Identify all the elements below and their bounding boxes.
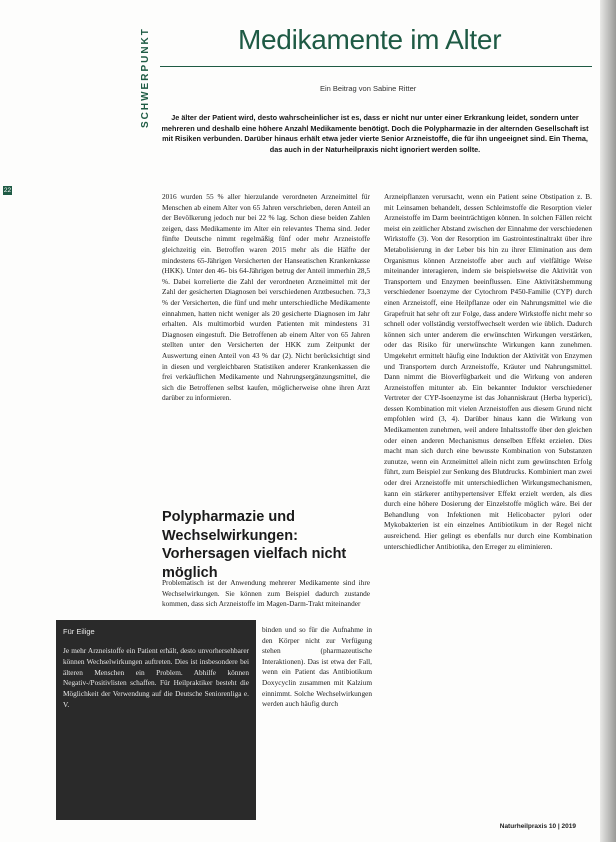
page-footer: Naturheilpraxis 10 | 2019 [499, 823, 576, 830]
article-lead: Je älter der Patient wird, desto wahrscheinlicher ist es, dass er nicht nur unter einer Erkrankung leidet, sondern unter mehreren und deshalb eine höhere Anzahl Medikamente benötigt. Doch die Polypharmazie in der alternden Gesellschaft ist mit Risiken verbunden. Darüber hinaus erhält etwa jeder vierte Senior Arzneistoffe, die für ihn ungeeignet sind. Ein Thema, das auch in der Naturheilpraxis nicht ignoriert werden sollte. [161, 113, 589, 154]
summary-box-title: Für Eilige [63, 627, 95, 636]
body-column-right: Arzneipflanzen verursacht, wenn ein Patient seine Obstipation z. B. mit Leinsamen behandelt, dessen Schleimstoffe die Resorption vieler Arzneistoffe im Darm beeinträchtigen können. In solchen Fällen reicht meist ein zeitlicher Abstand zwischen der Einnahme der verschiedenen Wirkstoffe (3). Von der Resorption im Gastrointestinaltrakt über ihre Metabolisierung in der Leber bis hin zu ihrer Elimination aus dem Organismus können Arzneistoffe aber auch auf vielfältige Weise miteinander interagieren, indem sie beispielsweise die Aktivität von Transportern und Enzymen beeinflussen. Eine Aktivitätshemmung verschiedener Isoenzyme der Cytochrom P450-Familie (CYP) durch einen Arzneistoff, eine Heilpflanze oder ein Nahrungsmittel wie die Grapefruit hat sehr oft zur Folge, dass andere Wirkstoffe nicht mehr so schnell oder vollständig verstoffwechselt werden wie üblich. Dadurch können sich unter anderem die erwünschten Wirkungen verstärken, oder das Risiko für unerwünschte Wirkungen kann zunehmen. Umgekehrt ermittelt häufig eine Induktion der Aktivität von Enzymen und Transportern durch Arzneistoffe, Kräuter und Nahrungsmittel. Dann nimmt die Bioverfügbarkeit und die Wirkung von anderen Arzneistoffen mitunter ab. Ein bekannter Induktor verschiedener Vertreter der CYP-Isoenzyme ist das Johanniskraut (Herba hyperici), dessen Kombination mit vielen Arzneistoffen aus diesem Grund nicht empfohlen wird (3, 4). Darüber hinaus kann die Wirkung von Medikamenten zunehmen, weil andere Inhaltsstoffe über den gleichen oder einen anderen Mechanismus denselben Effekt erzielen. Dies macht man sich durch eine bewusste Kombination von Substanzen zunutze, wenn ein Arzneimittel allein nicht zum gewünschten Erfolg führt, zum Beispiel zur Senkung des Blutdrucks. Kombiniert man zwei oder drei Arzneistoffe mit unterschiedlichen Wirkungsmechanismen, kann ein stärkerer antihypertensiver Effekt erzielt werden, als dies durch eine höhere Dosierung der Einzelstoffe möglich wäre. Bei der Behandlung von Infektionen mit Helicobacter pylori oder Mykobakterien ist ein einzelnes Antibiotikum in der Regel nicht ausreichend. Hier gelingt es ebenfalls nur durch eine Kombination unterschiedlicher Antibiotika, den Erreger zu eliminieren. [384, 192, 592, 551]
summary-box-text: Je mehr Arzneistoffe ein Patient erhält, desto unvorhersehbarer können Wechselwirkungen auftreten. Dies ist insbesondere bei älteren Menschen ein Problem. Abhilfe können Negativ-/Positivlisten schaffen. Für Heilpraktiker besteht die Möglichkeit der Verwendung auf die Deutsche Seniorenliga e. V. [63, 646, 249, 709]
title-divider [160, 66, 592, 67]
article-title: Medikamente im Alter [238, 24, 502, 55]
section-subheading: Polypharmazie und Wechselwirkungen: Vorhersagen vielfach nicht möglich [162, 509, 347, 581]
article-byline: Ein Beitrag von Sabine Ritter [320, 84, 417, 93]
page-number: 22 [3, 187, 12, 194]
body-column-continuation: binden und so für die Aufnahme in den Körper nicht zur Verfügung stehen (pharmazeutische Interaktionen). Das ist etwa der Fall, wenn ein Patient das Antibiotikum Doxycyclin zusammen mit Kalzium einnimmt. Solche Wechselwirkungen werden auch häufig durch [262, 625, 372, 709]
section-label: SCHWERPUNKT [140, 27, 151, 128]
body-column-left: 2016 wurden 55 % aller hierzulande verordneten Arzneimittel für Menschen ab einem Alter von 65 Jahren verschrieben, deren Anteil an der Bevölkerung jedoch nur bei 22 % lag. Schon diese beiden Zahlen zeigen, dass Medikamente im Alter ein relevantes Thema sind. Jeder fünfte Deutsche nimmt regelmäßig fünf oder mehr Arzneistoffe gleichzeitig ein. Betroffen waren 2015 mehr als die Hälfte der mindestens 65-Jährigen Versicherten der Hanseatischen Krankenkasse (HKK). Unter den 46- bis 64-Jährigen betrug der Anteil immerhin 28,5 %. Dabei korrelierte die Zahl der verordneten Arzneimittel mit der Zahl der gesicherten Diagnosen bei verschiedenen Arztbesuchen. 73,3 % der Versicherten, die fünf und mehr unterschiedliche Medikamente einnahmen, hatten nicht weniger als 20 gesicherte Diagnosen im Jahr erhalten. Als multimorbid wurden Patienten mit mindestens 31 Diagnosen eingestuft. Die Betroffenen ab einem Alter von 65 Jahren stellten unter den Versicherten der HKK zum Zeitpunkt der Auswertung einen Anteil von 43 % dar (2). Nicht berücksichtigt sind in diesen und vergleichbaren Statistiken anderer Krankenkassen die frei verkäuflichen Medikamente und Nahrungsergänzungsmittel, die sich die Betroffenen selbst kaufen, möglicherweise ohne ihren Arzt darüber zu informieren. [162, 192, 370, 403]
body-after-subheading: Problematisch ist der Anwendung mehrerer Medikamente sind ihre Wechselwirkungen. Sie können zum Beispiel dadurch zustande kommen, dass sich Arzneistoffe im Magen-Darm-Trakt miteinander [162, 578, 370, 609]
scan-edge [600, 0, 616, 842]
summary-box [56, 620, 256, 820]
